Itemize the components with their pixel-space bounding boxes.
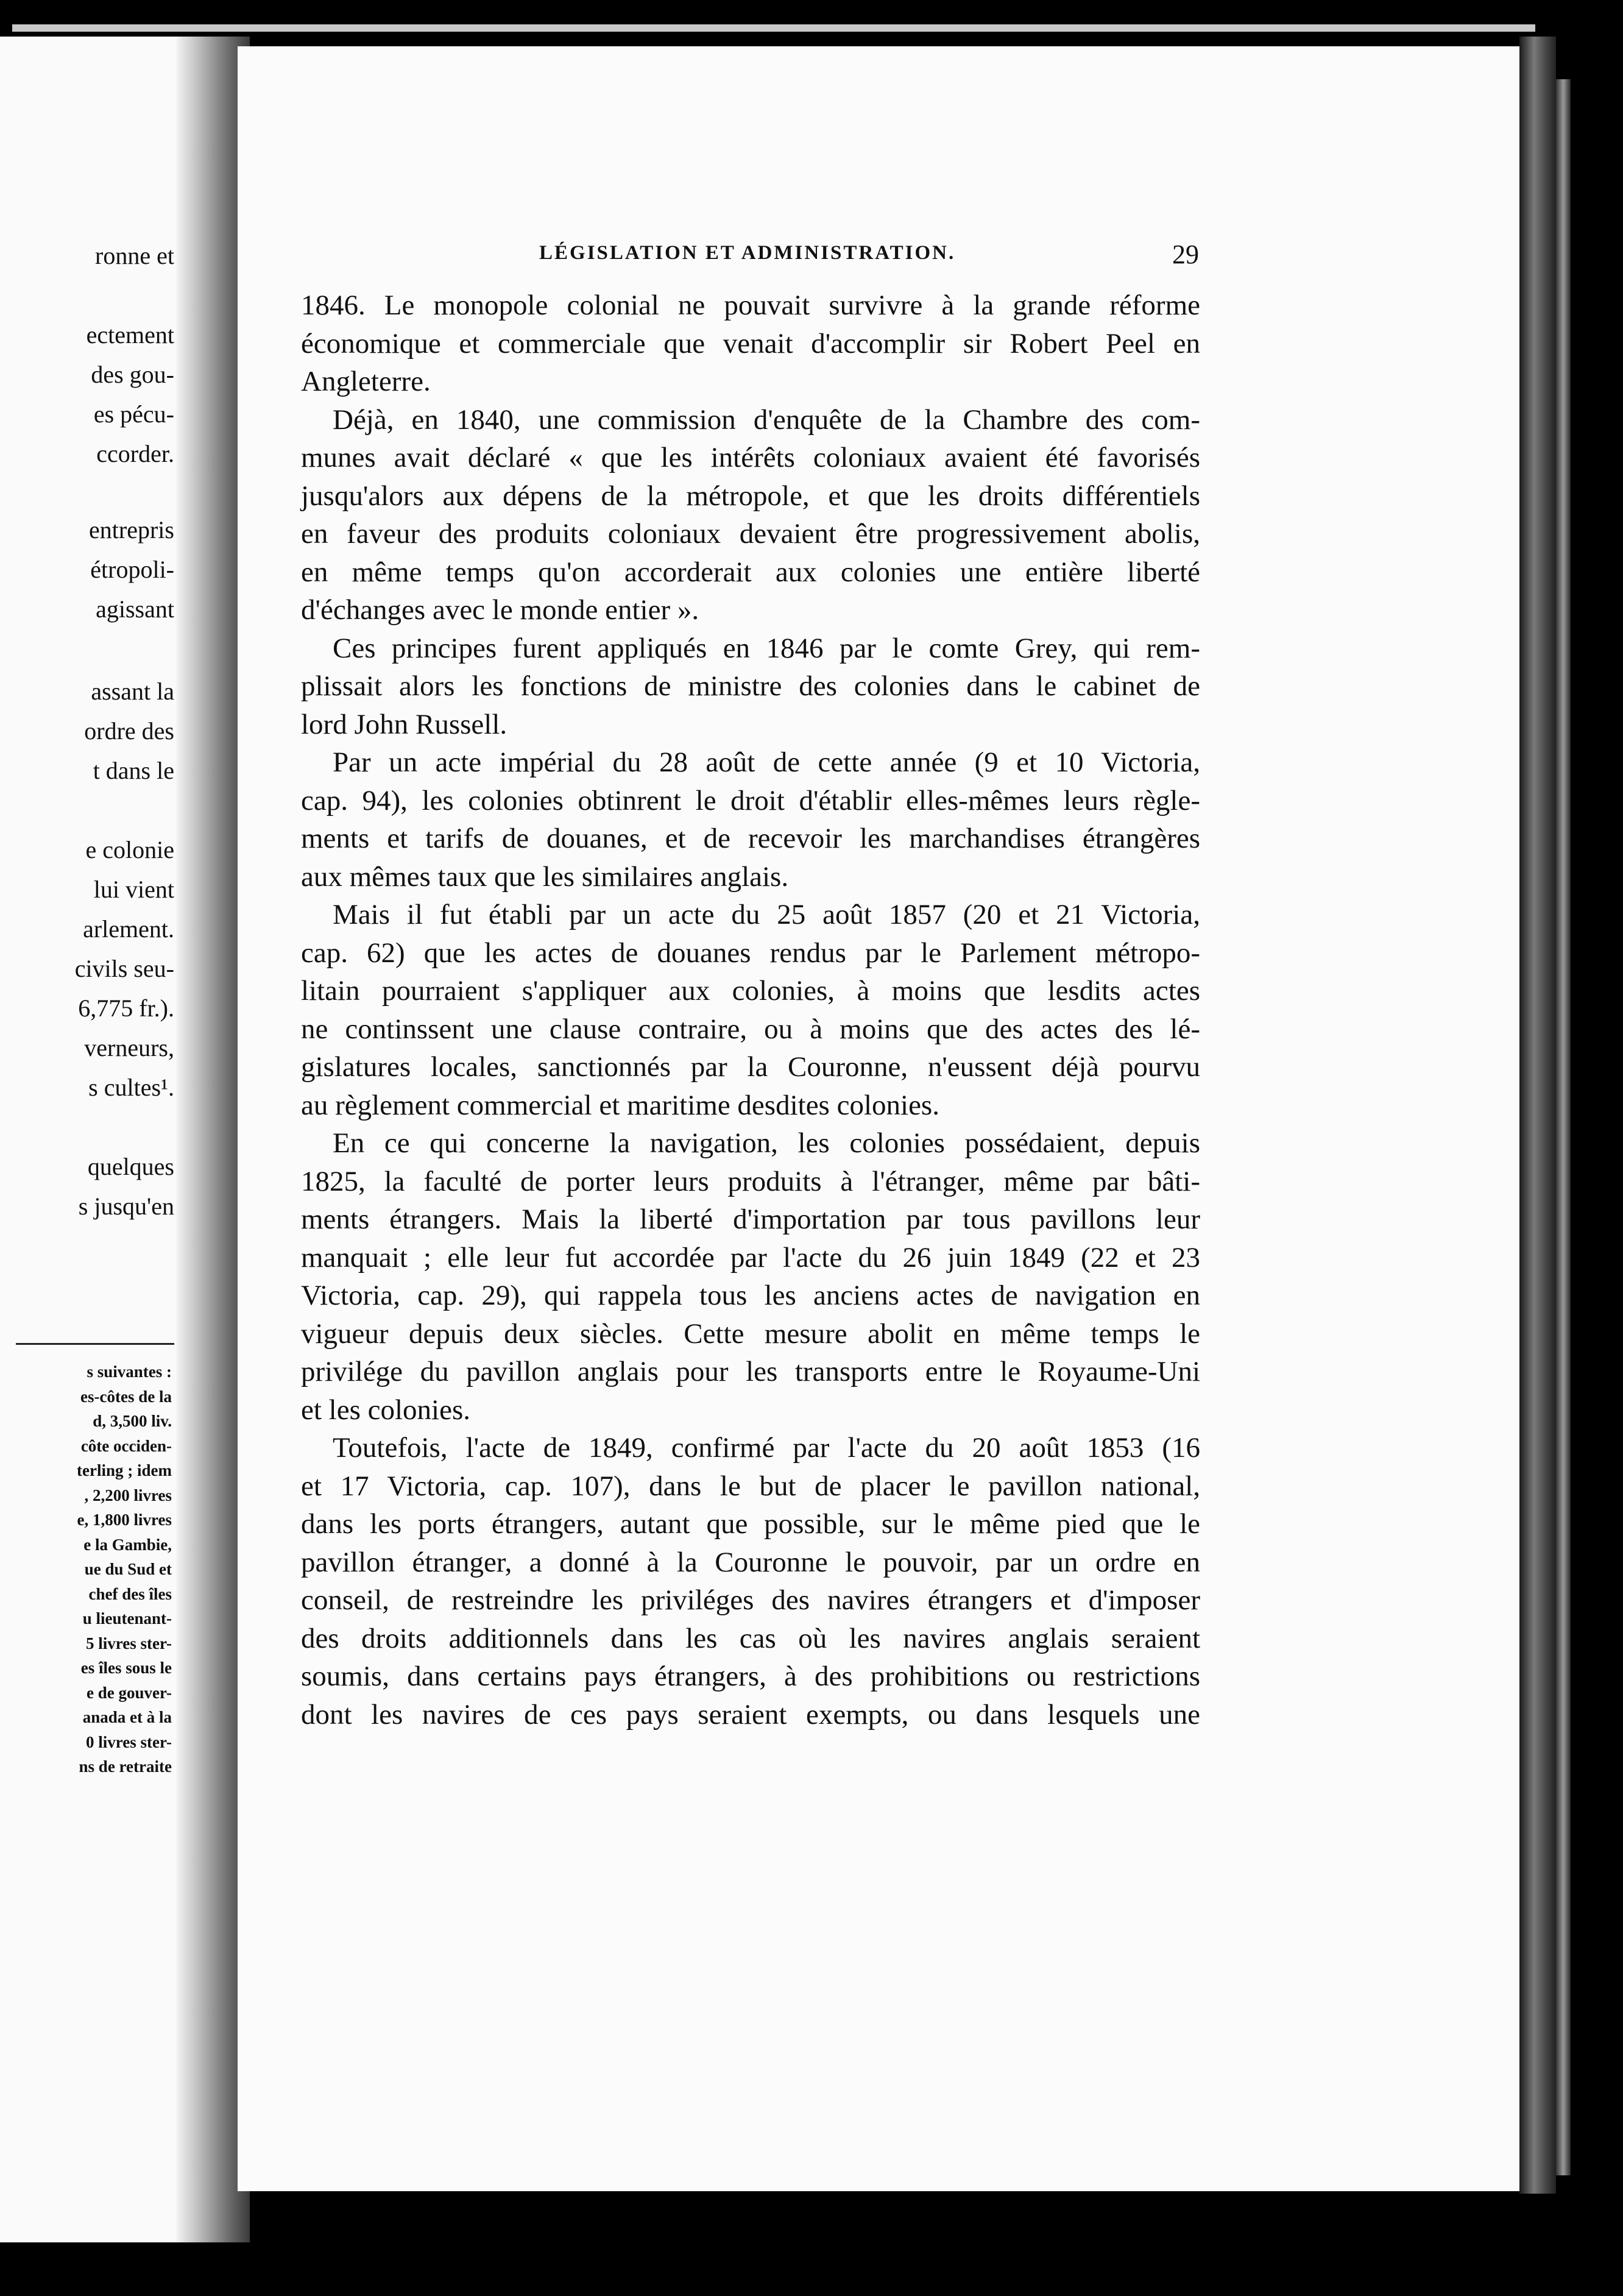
left-page-footnote-line: e, 1,800 livres [77, 1511, 172, 1529]
left-page-footnote-line: d, 3,500 liv. [93, 1412, 172, 1430]
page-stack-top-edge [12, 24, 1535, 32]
text-line: pavillon étranger, a donné à la Couronne le pouvoir, par un ordre en [301, 1546, 1200, 1578]
left-page-line: s cultes¹. [88, 1074, 174, 1101]
text-line: Victoria, cap. 29), qui rappela tous les anciens actes de navigation en [301, 1280, 1200, 1311]
left-page-line: ronne et [95, 242, 174, 269]
text-line: 1846. Le monopole colonial ne pouvait survivre à la grande réforme [301, 289, 1200, 321]
text-line: manquait ; elle leur fut accordée par l'acte du 26 juin 1849 (22 et 23 [301, 1241, 1200, 1274]
text-line: en faveur des produits coloniaux devaient être progressivement abolis, [301, 518, 1200, 550]
left-page-line: quelques [87, 1153, 174, 1180]
footnote-rule [16, 1343, 174, 1345]
left-page-line: civils seu- [74, 955, 174, 982]
text-line: d'échanges avec le monde entier ». [301, 594, 699, 626]
left-facing-page [0, 37, 201, 2242]
left-page-line: assant la [91, 678, 174, 705]
text-line: vigueur depuis deux siècles. Cette mesure abolit en même temps le [301, 1317, 1200, 1350]
text-line: Déjà, en 1840, une commission d'enquête de la Chambre des com- [333, 403, 1200, 436]
body-text [301, 286, 1200, 1734]
left-page-footnote-line: 5 livres ster- [86, 1634, 172, 1653]
text-line: économique et commerciale que venait d'accomplir sir Robert Peel en [301, 327, 1200, 360]
text-line: Ces principes furent appliqués en 1846 par le comte Grey, qui rem- [333, 632, 1200, 664]
text-line: des droits additionnels dans les cas où les navires anglais seraient [301, 1622, 1200, 1654]
text-line: aux mêmes taux que les similaires anglais. [301, 860, 789, 893]
left-page-footnote-line: chef des îles [88, 1584, 172, 1603]
left-page-footnote-line: e la Gambie, [83, 1535, 172, 1554]
left-page-line: entrepris [89, 516, 174, 544]
left-page-line: s jusqu'en [78, 1192, 174, 1220]
text-line: conseil, de restreindre les priviléges des navires étrangers et d'imposer [301, 1584, 1200, 1616]
left-page-footnote-line: s suivantes : [87, 1362, 172, 1381]
left-page-footnote-line: 0 livres ster- [86, 1732, 172, 1751]
text-line: cap. 94), les colonies obtinrent le droit d'établir elles-mêmes leurs règle- [301, 784, 1200, 817]
left-page-footnote-line: , 2,200 livres [84, 1486, 172, 1504]
left-page-line: 6,775 fr.). [78, 994, 174, 1022]
text-line: munes avait déclaré « que les intérêts coloniaux avaient été favorisés [301, 442, 1200, 473]
text-line: ments étrangers. Mais la liberté d'importation par tous pavillons leur [301, 1203, 1200, 1235]
left-page-line: ccorder. [96, 440, 174, 467]
text-line: et 17 Victoria, cap. 107), dans le but de placer le pavillon national, [301, 1470, 1200, 1502]
text-line: privilége du pavillon anglais pour les transports entre le Royaume-Uni [301, 1356, 1200, 1387]
left-page-line: verneurs, [84, 1034, 174, 1061]
left-page-line: ordre des [84, 717, 174, 745]
page-stack-right-edge [1519, 37, 1556, 2194]
left-page-footnote-line: ns de retraite [79, 1757, 172, 1776]
text-line: litain pourraient s'appliquer aux colonies, à moins que lesdits actes [301, 975, 1200, 1007]
left-page-footnote-line: es-côtes de la [80, 1387, 172, 1406]
text-line: Angleterre. [301, 366, 431, 397]
left-page-footnote-line: e de gouver- [87, 1683, 172, 1702]
left-page-footnote-line: es îles sous le [80, 1659, 172, 1677]
text-line: ne continssent une clause contraire, ou à moins que des actes des lé- [301, 1013, 1200, 1045]
running-header: LÉGISLATION ET ADMINISTRATION. [539, 242, 956, 264]
text-line: ments et tarifs de douanes, et de recevoir les marchandises étrangères [301, 823, 1200, 854]
text-line: Toutefois, l'acte de 1849, confirmé par l'acte du 20 août 1853 (16 [333, 1432, 1200, 1464]
text-line: Par un acte impérial du 28 août de cette année (9 et 10 Victoria, [333, 746, 1200, 778]
book-cover-edge [1556, 79, 1571, 2175]
text-line: jusqu'alors aux dépens de la métropole, et que les droits différentiels [301, 480, 1200, 512]
left-page-line: arlement. [83, 915, 174, 943]
text-line: gislatures locales, sanctionnés par la Couronne, n'eussent déjà pourvu [301, 1051, 1200, 1083]
left-page-line: agissant [96, 595, 174, 623]
left-page-line: t dans le [93, 757, 174, 784]
text-line: 1825, la faculté de porter leurs produits à l'étranger, même par bâti- [301, 1165, 1200, 1197]
text-line: En ce qui concerne la navigation, les colonies possédaient, depuis [333, 1127, 1200, 1159]
text-line: en même temps qu'on accorderait aux colonies une entière liberté [301, 556, 1200, 588]
left-page-footnote-line: u lieutenant- [82, 1609, 172, 1628]
text-line: cap. 62) que les actes de douanes rendus par le Parlement métropo- [301, 937, 1200, 969]
text-line: au règlement commercial et maritime desdites colonies. [301, 1089, 939, 1121]
text-line: Mais il fut établi par un acte du 25 août 1857 (20 et 21 Victoria, [333, 899, 1200, 930]
left-page-footnote-line: terling ; idem [77, 1461, 172, 1479]
text-line: et les colonies. [301, 1394, 471, 1426]
left-page-line: des gou- [91, 361, 174, 388]
page-number: 29 [1172, 239, 1199, 269]
left-page-line: ectement [86, 321, 174, 349]
left-page-line: étropoli- [90, 556, 174, 583]
left-page-line: es pécu- [93, 400, 174, 428]
text-line: lord John Russell. [301, 708, 507, 740]
text-line: dans les ports étrangers, autant que possible, sur le même pied que le [301, 1508, 1200, 1540]
text-line: plissait alors les fonctions de ministre des colonies dans le cabinet de [301, 670, 1200, 702]
left-page-footnote-line: côte occiden- [80, 1436, 172, 1455]
text-line: dont les navires de ces pays seraient exempts, ou dans lesquels une [301, 1698, 1200, 1731]
left-page-footnote-line: anada et à la [82, 1708, 172, 1726]
text-line: soumis, dans certains pays étrangers, à des prohibitions ou restrictions [301, 1660, 1200, 1692]
left-page-line: e colonie [85, 836, 174, 863]
left-page-line: lui vient [93, 876, 174, 903]
left-page-footnote-line: ue du Sud et [84, 1560, 172, 1578]
